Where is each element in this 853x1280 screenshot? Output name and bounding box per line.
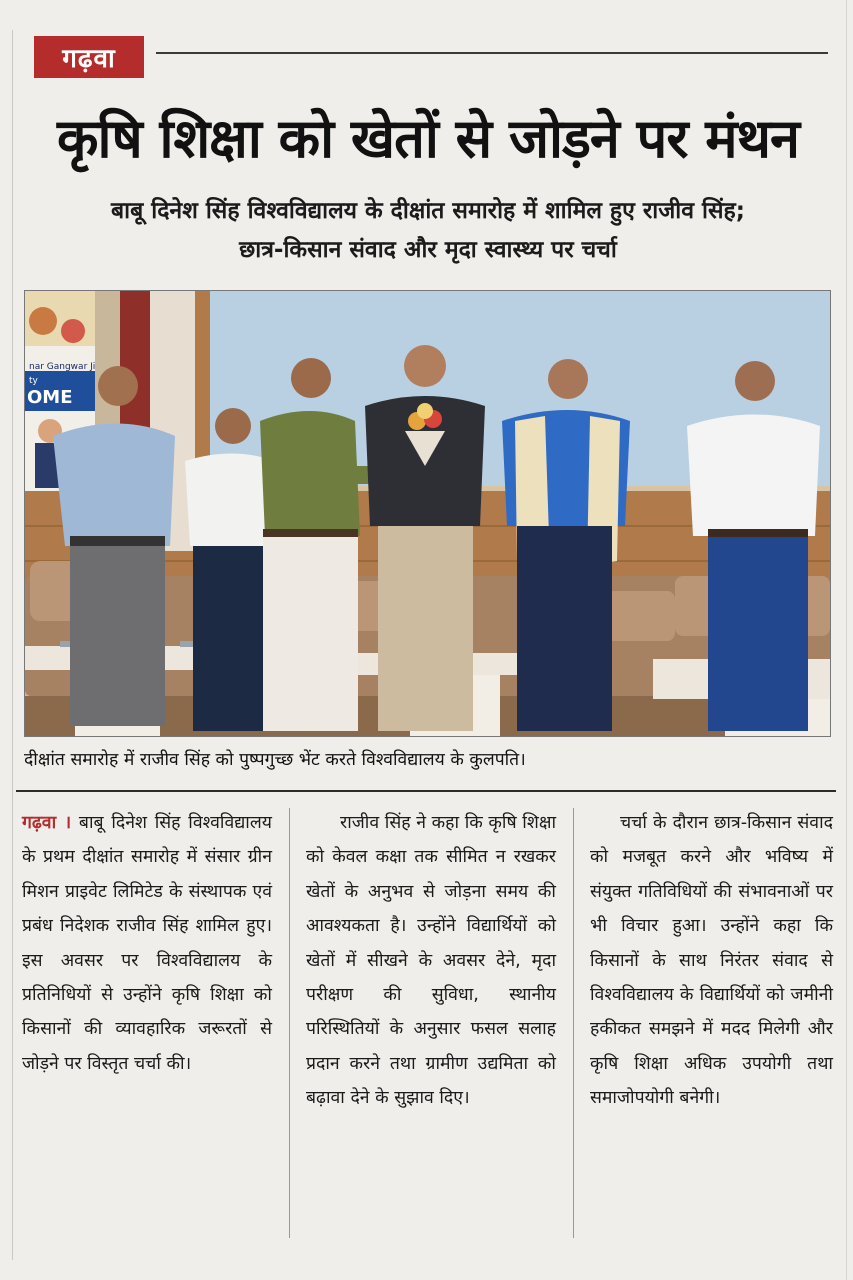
section-tag: गढ़वा	[34, 36, 144, 78]
column-divider-1	[289, 808, 290, 1238]
page-edge-right	[846, 0, 847, 1280]
headline: कृषि शिक्षा को खेतों से जोड़ने पर मंथन	[56, 107, 800, 170]
article-dateline: गढ़वा ।	[22, 813, 72, 833]
event-photo-illustration	[25, 291, 830, 736]
banner-text-1: nar Gangwar Ji	[29, 362, 96, 372]
banner-text-2: ty	[29, 376, 38, 386]
subheadline-line-1: बाबू दिनेश सिंह विश्वविद्यालय के दीक्षांत समारोह में शामिल हुए राजीव सिंह;	[111, 198, 745, 224]
article-column-1	[22, 806, 272, 1081]
column-divider-2	[573, 808, 574, 1238]
article-column-2: राजीव सिंह ने कहा कि कृषि शिक्षा को केवल कक्षा तक सीमित न रखकर खेतों के अनुभव से जोड़ना समय की आवश्यकता है। उन्होंने विद्यार्थियों को खेतों में सीखने के अवसर देने, मृदा परीक्षण की सुविधा, स्थानीय परिस्थितियों के अनुसार फसल सलाह प्रदान करने तथा ग्रामीण उद्यमिता को बढ़ावा देने के सुझाव दिए।	[306, 813, 556, 1109]
subheadline	[22, 192, 834, 270]
caption-rule	[16, 790, 836, 792]
photo-caption: दीक्षांत समारोह में राजीव सिंह को पुष्पगुच्छ भेंट करते विश्वविद्यालय के कुलपति।	[24, 750, 526, 770]
page-edge-left	[12, 30, 13, 1260]
article-column-1-text: बाबू दिनेश सिंह विश्वविद्यालय के प्रथम दीक्षांत समारोह में संसार ग्रीन मिशन प्राइवेट लिमिटेड के संस्थापक एवं प्रबंध निदेशक राजीव सिंह शामिल हुए। इस अवसर पर विश्वविद्यालय के प्रतिनिधियों से उन्होंने कृषि शिक्षा को किसानों की व्यावहारिक जरूरतों से जोड़ने पर विस्तृत चर्चा की।	[22, 813, 272, 1074]
person-4	[365, 345, 485, 731]
article-column-3: चर्चा के दौरान छात्र-किसान संवाद को मजबूत करने और भविष्य में संयुक्त गतिविधियों की संभावनाओं पर भी विचार हुआ। उन्होंने कहा कि किसानों के साथ निरंतर संवाद से विश्वविद्यालय के विद्यार्थियों को जमीनी हकीकत समझने में मदद मिलेगी और कृषि शिक्षा अधिक उपयोगी तथा समाजोपयोगी बनेगी।	[590, 813, 833, 1109]
banner-text-3: OME	[27, 387, 73, 408]
event-photo	[24, 290, 831, 737]
section-rule	[156, 52, 828, 54]
subheadline-line-2: छात्र-किसान संवाद और मृदा स्वास्थ्य पर चर्चा	[239, 237, 617, 263]
